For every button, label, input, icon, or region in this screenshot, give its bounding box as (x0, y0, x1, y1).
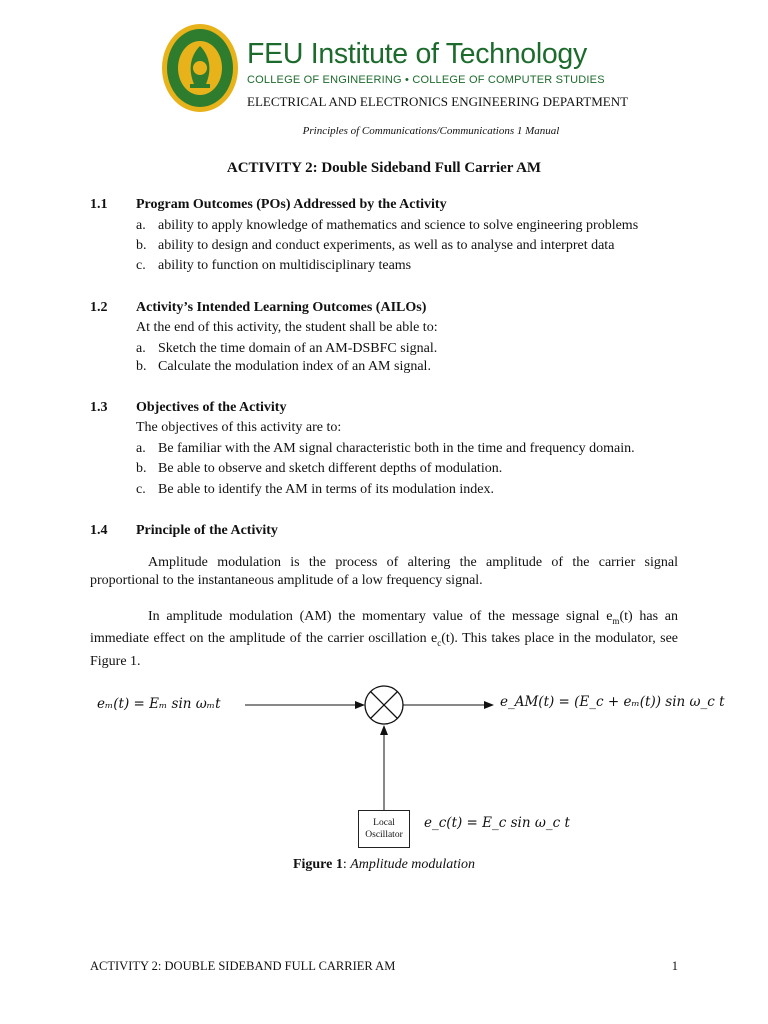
section-number: 1.2 (90, 300, 108, 315)
feu-seal-logo (160, 22, 240, 114)
am-output-equation: e_AM(t) = (E_c + eₘ(t)) sin ω_c t (500, 694, 725, 710)
activity-title: ACTIVITY 2: Double Sideband Full Carrier AM (226, 160, 542, 176)
list-item: c. ability to function on multidisciplinary teams (136, 258, 412, 273)
section-intro: At the end of this activity, the student shall be able to: (136, 320, 438, 335)
colleges-line: COLLEGE OF ENGINEERING • COLLEGE OF COMPUTER STUDIES (247, 74, 605, 86)
page-number: 1 (671, 959, 678, 973)
section-heading: Program Outcomes (POs) Addressed by the Activity (136, 197, 447, 212)
manual-title: Principles of Communications/Communications 1 Manual (302, 125, 560, 137)
local-oscillator-block: Local Oscillator (358, 810, 410, 848)
list-item: b. Be able to observe and sketch different depths of modulation. (136, 461, 503, 476)
department-name: ELECTRICAL AND ELECTRONICS ENGINEERING DEPARTMENT (247, 94, 629, 109)
section-number: 1.4 (90, 523, 108, 538)
list-item: a. Sketch the time domain of an AM-DSBFC signal. (136, 341, 438, 356)
section-number: 1.1 (90, 197, 108, 212)
section-heading: Activity’s Intended Learning Outcomes (AILOs) (136, 300, 427, 315)
section-heading: Principle of the Activity (136, 523, 278, 538)
list-item: b. ability to design and conduct experiments, as well as to analyse and interpret data (136, 238, 615, 253)
section-heading: Objectives of the Activity (136, 400, 287, 415)
carrier-equation: e_c(t) = E_c sin ω_c t (424, 815, 570, 831)
list-item: a. Be familiar with the AM signal characteristic both in the time and frequency domain. (136, 441, 635, 456)
footer-title: ACTIVITY 2: DOUBLE SIDEBAND FULL CARRIER AM (90, 959, 396, 973)
list-item: b. Calculate the modulation index of an AM signal. (136, 359, 431, 374)
section-number: 1.3 (90, 400, 108, 415)
section-intro: The objectives of this activity are to: (136, 420, 342, 435)
paragraph-am-definition: Amplitude modulation is the process of altering the amplitude of the carrier signal proportional to the instantaneous amplitude of a low frequency signal. (90, 555, 678, 588)
list-item: c. Be able to identify the AM in terms of its modulation index. (136, 482, 494, 497)
figure-caption: Figure 1: Amplitude modulation (292, 857, 476, 872)
list-item: a. ability to apply knowledge of mathematics and science to solve engineering problems (136, 218, 639, 233)
message-signal-equation: eₘ(t) = Eₘ sin ωₘt (97, 696, 221, 712)
paragraph-am-modulator: In amplitude modulation (AM) the momentary value of the message signal $e_m(t)$ has an immediate effect on the amplitude of the carrier oscillation $e_c(t)$. This takes place in the modulator, see Figure 1. (90, 609, 678, 669)
institution-name: FEU Institute of Technology (247, 38, 587, 70)
